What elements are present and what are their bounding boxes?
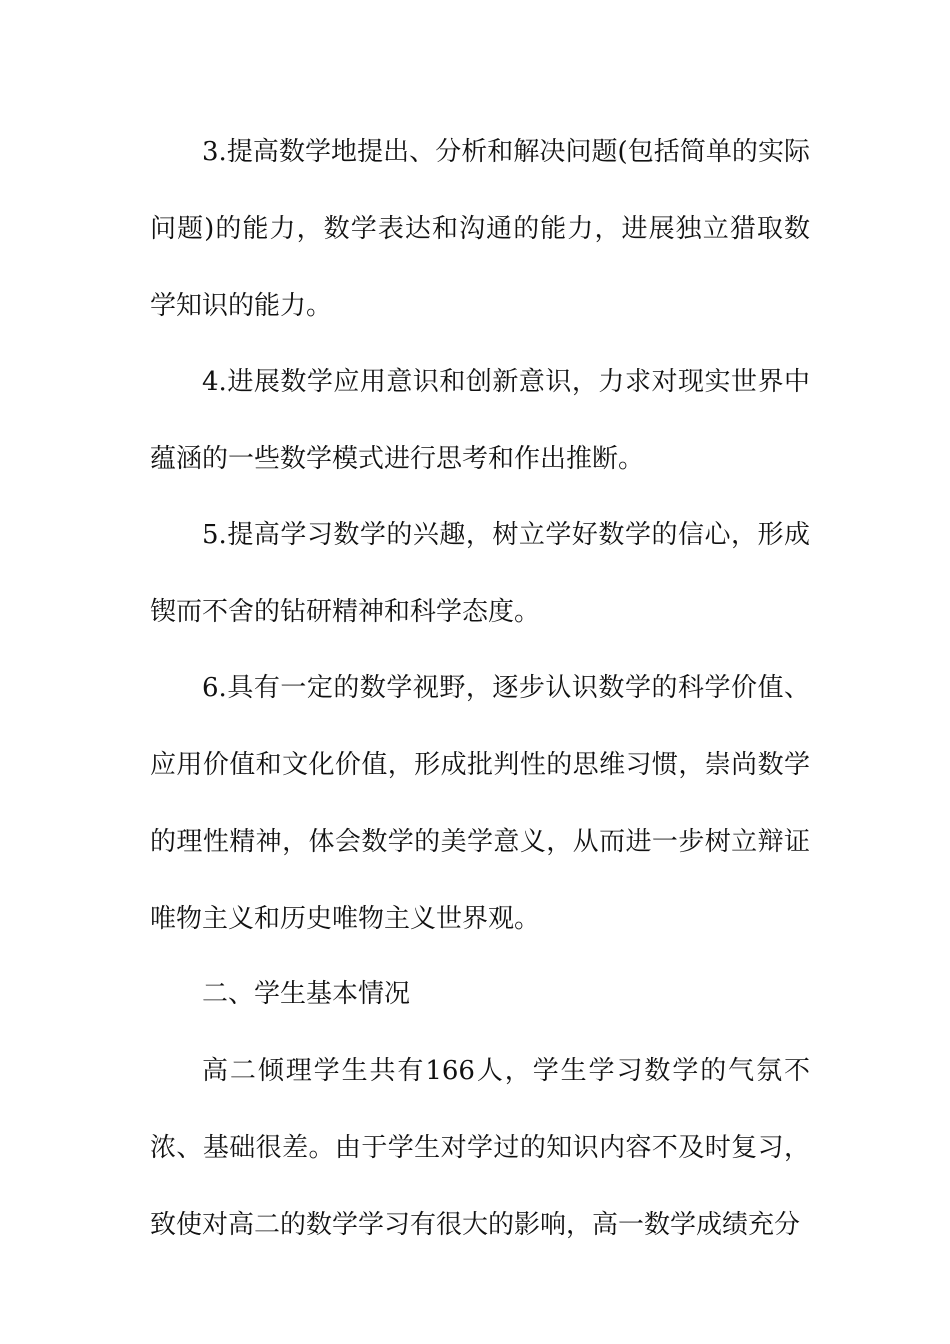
paragraph-student-situation: 高二倾理学生共有166人，学生学习数学的气氛不浓、基础很差。由于学生对学过的知识内容不及时复习，致使对高二的数学学习有很大的影响，高一数学成绩充分	[150, 1056, 810, 1240]
paragraph-goal-3: 3.提高数学地提出、分析和解决问题(包括简单的实际问题)的能力，数学表达和沟通的能力，进展独立猎取数学知识的能力。	[150, 137, 810, 321]
paragraph-goal-6: 6.具有一定的数学视野，逐步认识数学的科学价值、应用价值和文化价值，形成批判性的思维习惯，崇尚数学的理性精神，体会数学的美学意义，从而进一步树立辩证唯物主义和历史唯物主义世界观。	[150, 673, 810, 934]
section-heading-student-situation: 二、学生基本情况	[202, 979, 411, 1009]
paragraph-goal-4: 4.进展数学应用意识和创新意识，力求对现实世界中蕴涵的一些数学模式进行思考和作出推断。	[150, 367, 810, 474]
paragraph-goal-5: 5.提高学习数学的兴趣，树立学好数学的信心，形成锲而不舍的钻研精神和科学态度。	[150, 520, 810, 627]
